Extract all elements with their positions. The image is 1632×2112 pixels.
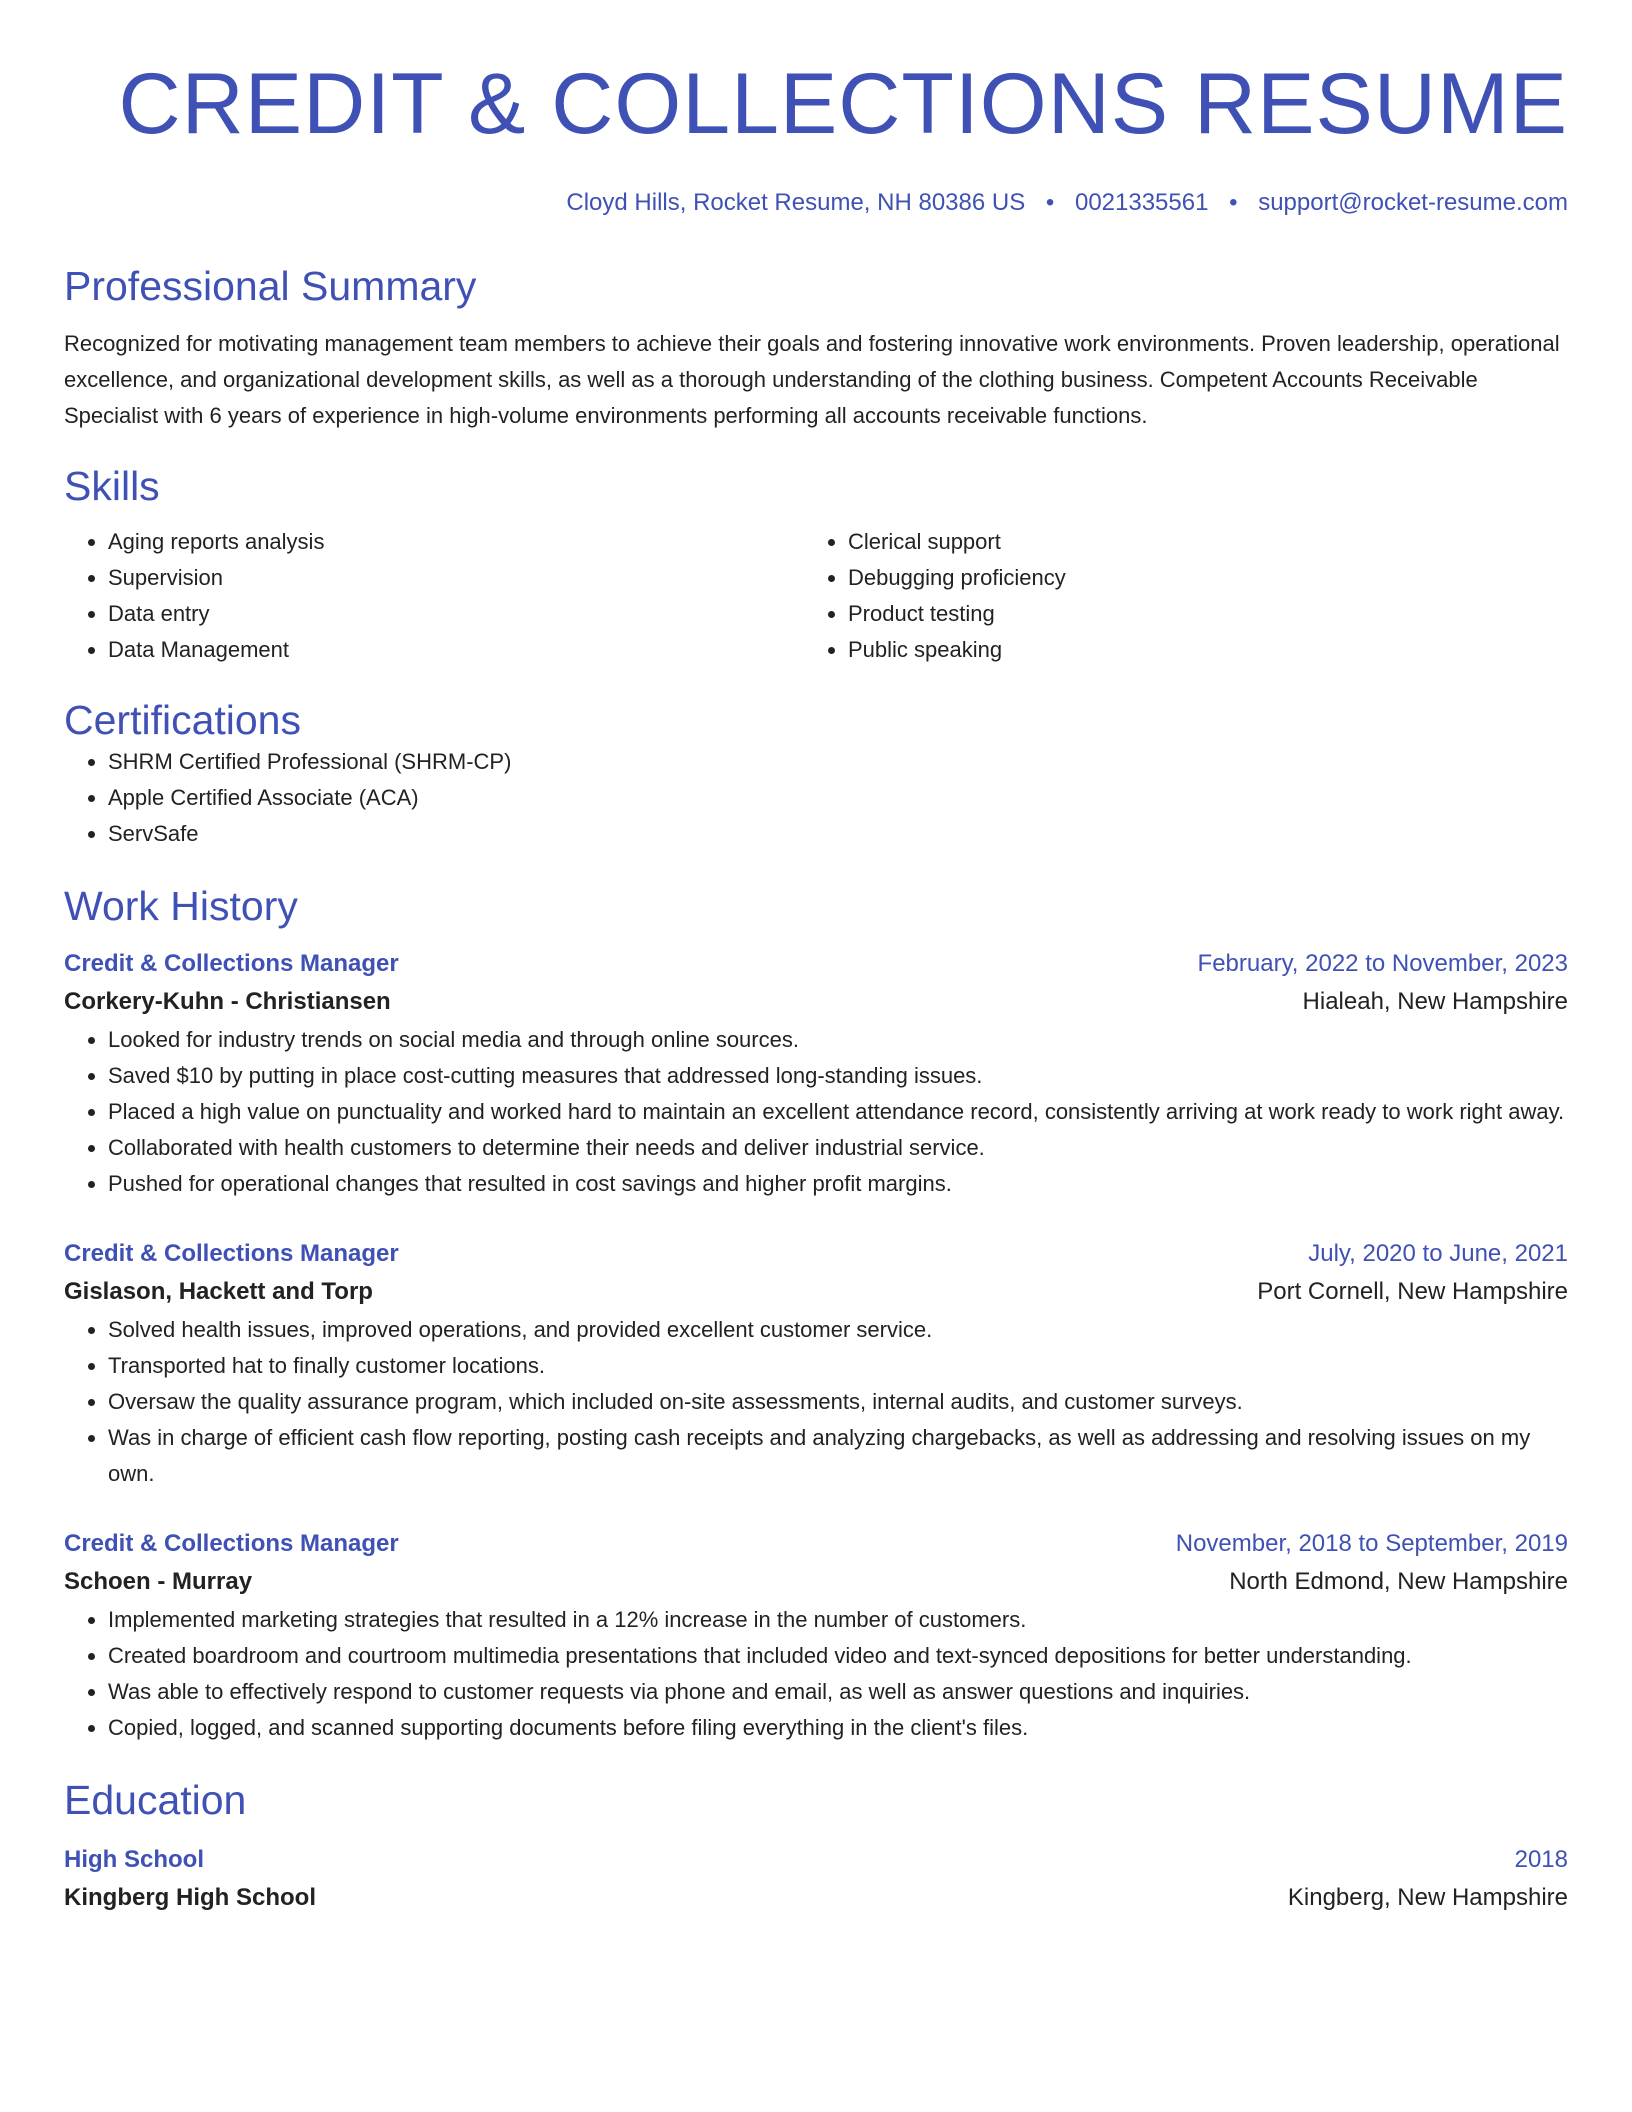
- skill-item: • Product testing: [848, 596, 1544, 632]
- skills-column-right: [804, 524, 1544, 668]
- contact-separator: •: [1229, 189, 1238, 216]
- certification-item: • SHRM Certified Professional (SHRM-CP): [108, 744, 1568, 780]
- job-entry: [64, 946, 1568, 1202]
- job-entry: [64, 1526, 1568, 1746]
- job-bullet: • Copied, logged, and scanned supporting documents before filing everything in the client's files.: [108, 1710, 1568, 1746]
- job-header-row: [64, 946, 1568, 982]
- education-school: Kingberg High School: [64, 1884, 316, 1911]
- skills-list-left: [64, 524, 804, 668]
- skill-item: • Debugging proficiency: [848, 560, 1544, 596]
- job-title: Credit & Collections Manager: [64, 950, 399, 977]
- education-heading: Education: [64, 1777, 247, 1823]
- summary-section: [64, 262, 1568, 434]
- job-location: Hialeah, New Hampshire: [1302, 988, 1568, 1015]
- job-bullet-list: [64, 1602, 1568, 1746]
- job-bullet: • Solved health issues, improved operations, and provided excellent customer service.: [108, 1312, 1568, 1348]
- job-bullet: • Created boardroom and courtroom multimedia presentations that included video and text-synced depositions for better understanding.: [108, 1638, 1568, 1674]
- contact-email: support@rocket-resume.com: [1258, 189, 1568, 216]
- job-bullet-list: [64, 1022, 1568, 1202]
- skills-section: [64, 462, 1568, 668]
- skill-item: • Aging reports analysis: [108, 524, 804, 560]
- education-header-row: [64, 1842, 1568, 1878]
- skill-item: • Data entry: [108, 596, 804, 632]
- job-bullet: • Collaborated with health customers to determine their needs and deliver industrial service.: [108, 1130, 1568, 1166]
- education-section: [64, 1776, 1568, 1918]
- skills-heading: Skills: [64, 463, 160, 509]
- job-bullet: • Transported hat to finally customer locations.: [108, 1348, 1568, 1384]
- skill-item: • Clerical support: [848, 524, 1544, 560]
- job-location: Port Cornell, New Hampshire: [1257, 1278, 1568, 1305]
- job-employer-row: [64, 982, 1568, 1022]
- job-bullet: • Implemented marketing strategies that resulted in a 12% increase in the number of customers.: [108, 1602, 1568, 1638]
- summary-heading: Professional Summary: [64, 263, 477, 309]
- skills-grid: [64, 524, 1568, 668]
- resume-header: [64, 56, 1568, 218]
- education-school-row: [64, 1878, 1568, 1918]
- job-dates: February, 2022 to November, 2023: [1197, 950, 1568, 977]
- certifications-list: [64, 744, 1568, 852]
- education-degree: High School: [64, 1846, 204, 1873]
- job-employer: Corkery-Kuhn - Christiansen: [64, 988, 391, 1015]
- work-history-heading: Work History: [64, 883, 298, 929]
- job-dates: November, 2018 to September, 2019: [1175, 1530, 1568, 1557]
- job-bullet: • Was in charge of efficient cash flow reporting, posting cash receipts and analyzing chargebacks, as well as addressing and resolving issues on my own.: [108, 1420, 1568, 1492]
- work-history-section: [64, 882, 1568, 1746]
- certifications-heading: Certifications: [64, 697, 301, 743]
- skill-item: • Supervision: [108, 560, 804, 596]
- job-bullet: • Was able to effectively respond to customer requests via phone and email, as well as answer questions and inquiries.: [108, 1674, 1568, 1710]
- skills-column-left: [64, 524, 804, 668]
- job-employer-row: [64, 1272, 1568, 1312]
- education-location: Kingberg, New Hampshire: [1287, 1884, 1568, 1911]
- resume-title: CREDIT & COLLECTIONS RESUME: [118, 56, 1568, 152]
- job-header-row: [64, 1526, 1568, 1562]
- job-employer: Gislason, Hackett and Torp: [64, 1278, 373, 1305]
- job-location: North Edmond, New Hampshire: [1229, 1568, 1568, 1595]
- job-header-row: [64, 1236, 1568, 1272]
- job-entry: [64, 1236, 1568, 1492]
- job-title: Credit & Collections Manager: [64, 1240, 399, 1267]
- skills-list-right: [804, 524, 1544, 668]
- job-dates: July, 2020 to June, 2021: [1308, 1240, 1568, 1267]
- job-bullet: • Looked for industry trends on social media and through online sources.: [108, 1022, 1568, 1058]
- education-year: 2018: [1514, 1846, 1568, 1873]
- job-bullet: • Pushed for operational changes that resulted in cost savings and higher profit margins.: [108, 1166, 1568, 1202]
- job-bullet: • Oversaw the quality assurance program, which included on-site assessments, internal audits, and customer surveys.: [108, 1384, 1568, 1420]
- job-employer: Schoen - Murray: [64, 1568, 253, 1595]
- job-bullet: • Placed a high value on punctuality and worked hard to maintain an excellent attendance record, consistently arriving at work ready to work right away.: [108, 1094, 1568, 1130]
- certification-item: • Apple Certified Associate (ACA): [108, 780, 1568, 816]
- education-entry: [64, 1842, 1568, 1918]
- job-bullet-list: [64, 1312, 1568, 1492]
- job-title: Credit & Collections Manager: [64, 1530, 399, 1557]
- skill-item: • Data Management: [108, 632, 804, 668]
- contact-separator: •: [1045, 189, 1055, 216]
- contact-line: [64, 188, 1568, 218]
- certifications-section: [64, 696, 1568, 852]
- job-employer-row: [64, 1562, 1568, 1602]
- contact-address: Cloyd Hills, Rocket Resume, NH 80386 US: [566, 189, 1026, 216]
- contact-phone: 0021335561: [1074, 189, 1209, 216]
- job-bullet: • Saved $10 by putting in place cost-cutting measures that addressed long-standing issues.: [108, 1058, 1568, 1094]
- certification-item: • ServSafe: [108, 816, 1568, 852]
- skill-item: • Public speaking: [848, 632, 1544, 668]
- summary-text: Recognized for motivating management team members to achieve their goals and fostering innovative work environments. Proven leadership, operational excellence, and organizational development skills, as well as a thorough understanding of the clothing business. Competent Accounts Receivable Specialist with 6 years of experience in high-volume environments performing all accounts receivable functions.: [64, 331, 1560, 428]
